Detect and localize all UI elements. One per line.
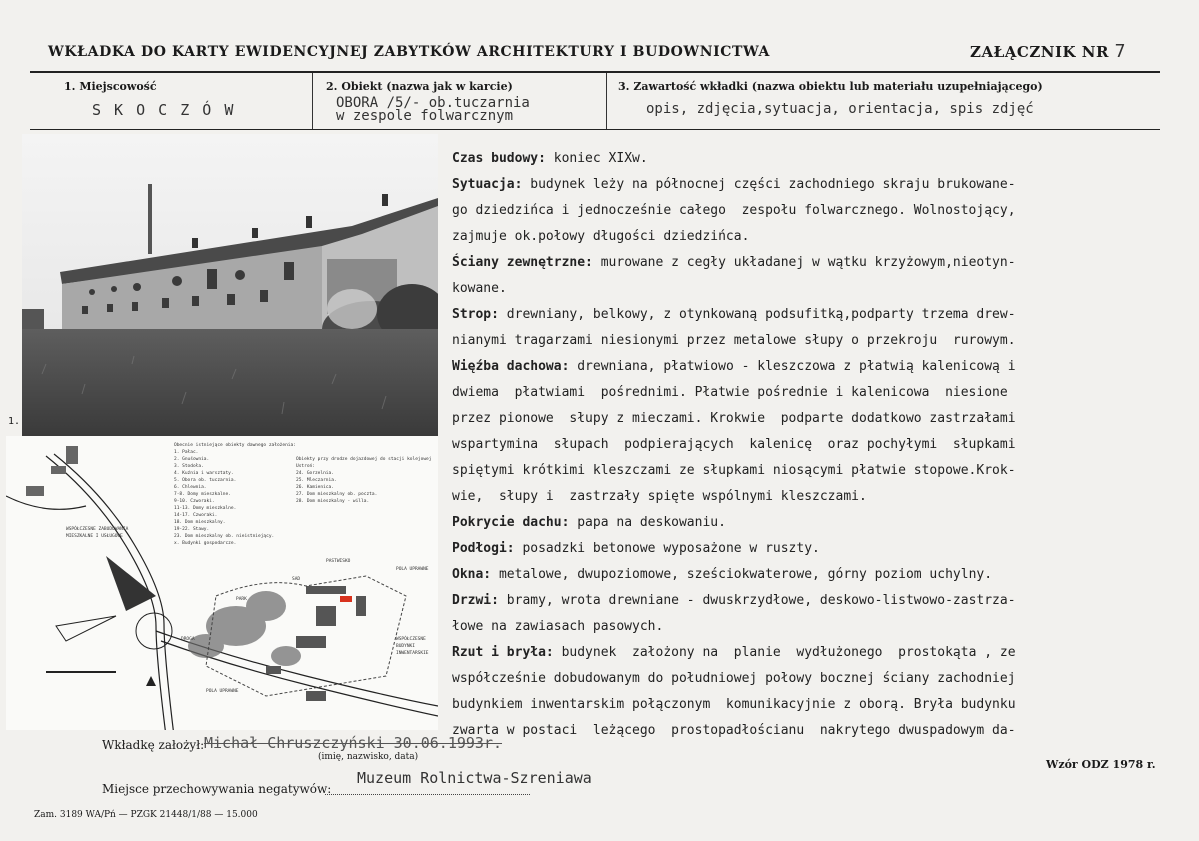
description-line xyxy=(452,588,1177,614)
description-body: metalowe, dwupoziomowe, sześciokwaterowe, górny poziom uchylny. xyxy=(491,567,993,582)
description-line xyxy=(452,640,1177,666)
description-body: go dziedzińca i jednocześnie całego zespołu folwarcznego. Wolnostojący, xyxy=(452,203,1016,218)
description-body: współcześnie dobudowanym do południowej połowy bocznej ściany zachodniej xyxy=(452,671,1016,686)
map-legend2-item: 28. Dom mieszkalny - willa. xyxy=(296,499,370,504)
description-body: budynek leży na północnej części zachodniego skraju brukowane- xyxy=(522,177,1016,192)
form-title: WKŁADKA DO KARTY EWIDENCYJNEJ ZABYTKÓW ARCHITEKTURY I BUDOWNICTWA xyxy=(48,44,770,60)
map-legend xyxy=(174,442,304,547)
description-line xyxy=(452,302,1177,328)
description-heading: Ściany zewnętrzne: xyxy=(452,255,593,270)
map-label: PASTWISKO xyxy=(326,559,351,564)
description-body: drewniany, belkowy, z otynkowaną podsufitką,podparty trzema drew- xyxy=(498,307,1016,322)
object-value-line1: OBORA /5/- ob.tuczarnia xyxy=(336,95,530,111)
cowshed-photo-image xyxy=(22,134,438,436)
map-legend2-item: 26. Kamienica. xyxy=(296,485,334,490)
description-heading: Więźba dachowa: xyxy=(452,359,570,374)
description-body: bramy, wrota drewniane - dwuskrzydłowe, deskowo-listwowo-zastrza- xyxy=(498,593,1016,608)
map-label: WSPÓŁCZESNE ZABUDOWANIA MIESZKALNE I USŁUGOWE xyxy=(66,527,129,539)
description-body: wie, słupy i zastrzały spięte wspólnymi kleszczami. xyxy=(452,489,867,504)
map-legend2-item: 27. Dom mieszkalny ob. poczta. xyxy=(296,492,378,497)
column-divider-2 xyxy=(606,73,607,129)
description-heading: Pokrycie dachu: xyxy=(452,515,570,530)
description-body: dwiema płatwiami pośrednimi. Płatwie pośrednie i kalenicowa niesione xyxy=(452,385,1008,400)
map-legend-item: 2. Gnuśownia. xyxy=(174,457,210,462)
site-plan-map xyxy=(6,436,438,730)
locality-label: 1. Miejscowość xyxy=(64,80,157,93)
description-line xyxy=(452,354,1177,380)
description-line xyxy=(452,510,1177,536)
map-label: WSPÓŁCZESNE BUDYNKI INWENTARSKIE xyxy=(396,637,429,656)
description-heading: Drzwi: xyxy=(452,593,499,608)
annex-number: 7 xyxy=(1114,41,1127,62)
map-legend-title: Obecnie istniejące obiekty dawnego założenia: xyxy=(174,443,296,448)
created-by-value: Michał Chruszczyński 30.06.1993r. xyxy=(204,734,503,752)
map-legend-item: 9-10. Czworaki. xyxy=(174,499,215,504)
description-body: zwarta w postaci leżącego prostopadłościanu nakrytego dwuspadowym da- xyxy=(452,723,1016,738)
description-body: łowe na zawiasach pasowych. xyxy=(452,619,664,634)
description-line xyxy=(452,198,1177,224)
description-heading: Rzut i bryła: xyxy=(452,645,554,660)
map-legend-item: 7-8. Domy mieszkalne. xyxy=(174,492,231,497)
description-body: budynkiem inwentarskim połączonym komunikacyjnie z oborą. Bryła budynku xyxy=(452,697,1016,712)
description-body: drewniana, płatwiowo - kleszczowa z płatwią kalenicową i xyxy=(569,359,1016,374)
description-body: koniec XIXw. xyxy=(545,151,648,166)
map-label: DROGA xyxy=(181,637,195,642)
description-body: murowane z cegły układanej w wątku krzyżowym,nieotyn- xyxy=(592,255,1016,270)
map-legend-item: 14-17. Czworaki. xyxy=(174,513,218,518)
description-line xyxy=(452,484,1177,510)
description-line xyxy=(452,718,1177,744)
header-rule-bottom xyxy=(30,129,1160,130)
map-legend-item: 5. Obora ob. tuczarnia. xyxy=(174,478,237,483)
map-legend2-item: 24. Gorzelnia. xyxy=(296,471,334,476)
description-line xyxy=(452,562,1177,588)
description-line xyxy=(452,328,1177,354)
print-info: Zam. 3189 WA/Pń — PZGK 21448/1/88 — 15.000 xyxy=(34,810,258,820)
negatives-value: Muzeum Rolnictwa-Szreniawa xyxy=(357,769,592,787)
description-line xyxy=(452,536,1177,562)
description-line xyxy=(452,276,1177,302)
created-by-hint: (imię, nazwisko, data) xyxy=(318,752,419,762)
description-line xyxy=(452,172,1177,198)
map-legend-item: 6. Chlewnia. xyxy=(174,485,207,490)
description-body: nianymi tragarzami niesionymi przez metalowe słupy o przekroju rurowym. xyxy=(452,333,1016,348)
description-text xyxy=(452,146,1177,744)
negatives-label: Miejsce przechowywania negatywów: xyxy=(102,782,332,796)
description-body: papa na deskowaniu. xyxy=(569,515,726,530)
annex-label-text: ZAŁĄCZNIK NR xyxy=(970,43,1109,61)
description-line xyxy=(452,224,1177,250)
photo-number: 1. xyxy=(8,416,21,427)
map-legend-item: 18. Dom mieszkalny. xyxy=(174,520,226,525)
description-line xyxy=(452,250,1177,276)
object-value-line2: w zespole folwarcznym xyxy=(336,108,514,124)
description-body: wspartymina słupach podpierających kalenicę oraz pochyłymi słupkami xyxy=(452,437,1016,452)
contents-label: 3. Zawartość wkładki (nazwa obiektu lub materiału uzupełniającego) xyxy=(618,80,1043,93)
map-legend-item: 19-22. Stawy. xyxy=(174,527,210,532)
map-label: PARK xyxy=(236,597,247,602)
map-label: SAD xyxy=(292,577,301,582)
description-body: budynek założony na planie wydłużonego prostokąta , ze xyxy=(553,645,1016,660)
description-body: zajmuje ok.połowy długości dziedzińca. xyxy=(452,229,750,244)
map-legend2-item: 25. Mleczarnia. xyxy=(296,478,337,483)
object-label: 2. Obiekt (nazwa jak w karcie) xyxy=(326,80,513,93)
description-body: spiętymi krótkimi kleszczami ze słupkami niosącymi płatwie stopowe.Krok- xyxy=(452,463,1016,478)
contents-value: opis, zdjęcia,sytuacja, orientacja, spis zdjęć xyxy=(646,101,1034,117)
map-legend-item: 11-13. Domy mieszkalne. xyxy=(174,506,237,511)
map-label: POLA UPRAWNE xyxy=(396,567,429,572)
description-line xyxy=(452,432,1177,458)
map-legend-item: 3. Stodoła. xyxy=(174,464,204,469)
map-legend-item: x. Budynki gospodarcze. xyxy=(174,541,237,546)
map-legend-item: 4. Kuźnia i warsztaty. xyxy=(174,471,234,476)
map-legend-secondary xyxy=(296,456,436,505)
locality-value: S K O C Z Ó W xyxy=(92,101,236,119)
description-heading: Okna: xyxy=(452,567,492,582)
column-divider-1 xyxy=(312,73,313,129)
description-heading: Sytuacja: xyxy=(452,177,523,192)
negatives-dotted-line xyxy=(325,794,530,795)
created-by-label: Wkładkę założył: xyxy=(102,738,205,752)
description-heading: Podłogi: xyxy=(452,541,515,556)
building-photo xyxy=(22,134,438,436)
map-legend2-title: Obiekty przy drodze dojazdowej do stacji kolejowej Ustroń: xyxy=(296,457,432,469)
map-legend-item: 1. Pałac. xyxy=(174,450,199,455)
description-line xyxy=(452,692,1177,718)
description-body: posadzki betonowe wyposażone w ruszty. xyxy=(514,541,820,556)
description-body: kowane. xyxy=(452,281,507,296)
map-label: POLA UPRAWNE xyxy=(206,689,239,694)
description-line xyxy=(452,614,1177,640)
description-line xyxy=(452,458,1177,484)
map-legend-item: 23. Dom mieszkalny ob. nieistniejący. xyxy=(174,534,275,539)
annex-label xyxy=(970,41,1126,62)
description-line xyxy=(452,666,1177,692)
description-line xyxy=(452,380,1177,406)
description-line xyxy=(452,146,1177,172)
description-heading: Strop: xyxy=(452,307,499,322)
description-body: przez pionowe słupy z mieczami. Krokwie podparte dodatkowo zastrzałami xyxy=(452,411,1016,426)
form-version: Wzór ODZ 1978 r. xyxy=(1046,758,1156,771)
description-line xyxy=(452,406,1177,432)
header-rule-top xyxy=(30,71,1160,73)
description-heading: Czas budowy: xyxy=(452,151,546,166)
